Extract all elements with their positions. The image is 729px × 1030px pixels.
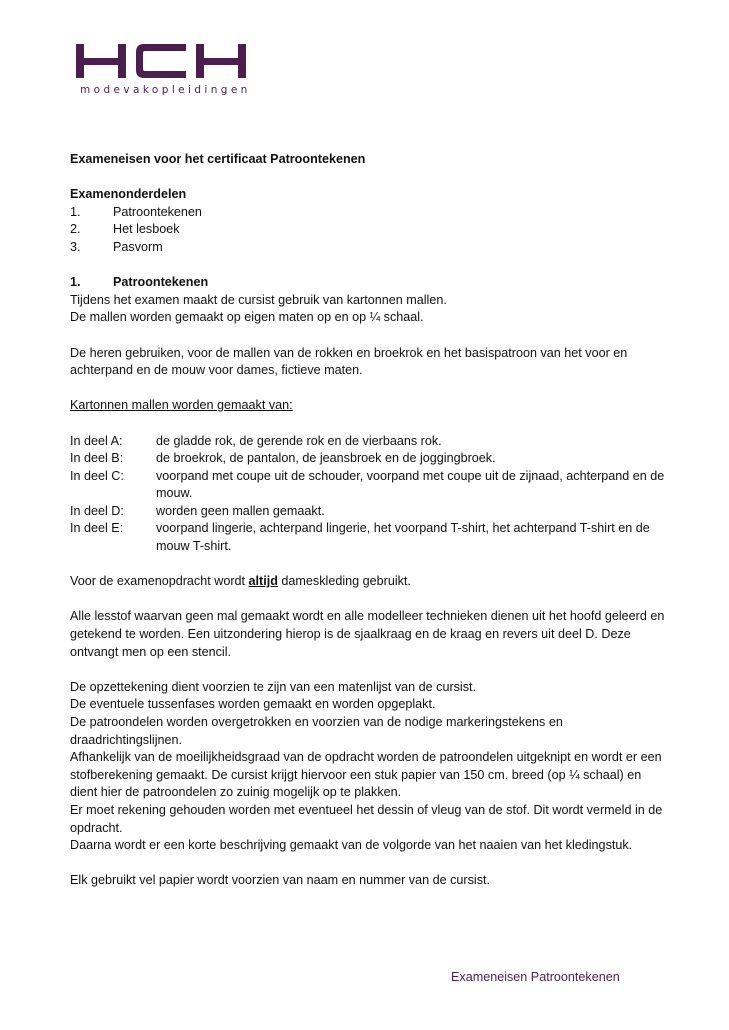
parts-item-label: Pasvorm — [113, 239, 163, 254]
document-body — [70, 151, 670, 890]
procedure-line: Er moet rekening gehouden worden met eventueel het dessin of vleug van de stof. Dit wordt vermeld in de opdracht. — [70, 802, 663, 835]
parts-item-number: 3. — [70, 239, 81, 254]
lesstof-paragraph: Alle lesstof waarvan geen mal gemaakt wordt en alle modelleer technieken dienen uit het hoofd geleerd en getekend te worden. Een uitzondering hierop is de sjaalkraag en de kraag en revers uit deel D. Deze ontvangt men op een stencil. — [70, 609, 665, 659]
parts-item — [70, 239, 670, 257]
deel-label: In deel E: — [70, 521, 124, 536]
last-line: Elk gebruikt vel papier wordt voorzien van naam en nummer van de cursist. — [70, 873, 490, 888]
procedure-line: De opzettekening dient voorzien te zijn van een matenlijst van de cursist. — [70, 679, 477, 694]
parts-item — [70, 221, 670, 239]
section-number: 1. — [70, 275, 81, 290]
document-title: Exameneisen voor het certificaat Patroontekenen — [70, 152, 366, 166]
deel-item — [70, 468, 670, 503]
intro-line: De mallen worden gemaakt op eigen maten op en op ¼ schaal. — [70, 310, 424, 325]
deel-label: In deel A: — [70, 433, 123, 448]
deel-text: voorpand lingerie, achterpand lingerie, het voorpand T-shirt, het achterpand T-shirt en de mouw T-shirt. — [156, 521, 650, 554]
altijd-after: dameskleding gebruikt. — [277, 574, 411, 589]
deel-text: de broekrok, de pantalon, de jeansbroek en de joggingbroek. — [156, 451, 496, 466]
mallen-heading: Kartonnen mallen worden gemaakt van: — [70, 398, 293, 413]
altijd-before: Voor de examenopdracht wordt — [70, 574, 249, 589]
parts-item-number: 2. — [70, 222, 81, 237]
parts-heading: Examenonderdelen — [70, 187, 187, 202]
parts-item-label: Patroontekenen — [113, 204, 202, 219]
deel-text: worden geen mallen gemaakt. — [156, 503, 325, 518]
hch-logo-mark — [76, 44, 248, 80]
deel-label: In deel C: — [70, 468, 124, 483]
procedure-line: Daarna wordt er een korte beschrijving gemaakt van de volgorde van het naaien van het kledingstuk. — [70, 838, 633, 853]
deel-text: voorpand met coupe uit de schouder, voorpand met coupe uit de zijnaad, achterpand en de mouw. — [156, 468, 665, 501]
procedure-line: De patroondelen worden overgetrokken en voorzien van de nodige markeringstekens en draadrichtingslijnen. — [70, 715, 563, 747]
deel-text: de gladde rok, de gerende rok en de vierbaans rok. — [156, 433, 442, 448]
altijd-word: altijd — [248, 574, 278, 589]
procedure-line: De eventuele tussenfases worden gemaakt en worden opgeplakt. — [70, 697, 436, 712]
page-footer: Exameneisen Patroontekenen — [451, 970, 620, 984]
parts-item-number: 1. — [70, 204, 81, 219]
procedure-line: Afhankelijk van de moeilijkheidsgraad van de opdracht worden de patroondelen uitgeknipt en wordt er een stofberekening gemaakt. De cursist krijgt hiervoor een stuk papier van 150 cm. breed (op ¼ schaal) en dient hier de patroondelen zo zuinig mogelijk op te plakken. — [70, 750, 662, 800]
deel-item — [70, 503, 670, 521]
deel-label: In deel D: — [70, 503, 124, 518]
heren-paragraph: De heren gebruiken, voor de mallen van de rokken en broekrok en het basispatroon van het voor en achterpand en de mouw voor dames, fictieve maten. — [70, 345, 628, 378]
deel-item — [70, 520, 670, 555]
parts-item — [70, 204, 670, 222]
deel-label: In deel B: — [70, 451, 124, 466]
section-heading — [70, 274, 670, 292]
logo-subtitle: modevakopleidingen — [80, 84, 251, 96]
deel-item — [70, 433, 670, 451]
parts-item-label: Het lesboek — [113, 222, 180, 237]
intro-line: Tijdens het examen maakt de cursist gebruik van kartonnen mallen. — [70, 292, 447, 307]
deel-item — [70, 450, 670, 468]
section-title: Patroontekenen — [113, 275, 209, 290]
altijd-sentence — [70, 573, 670, 591]
